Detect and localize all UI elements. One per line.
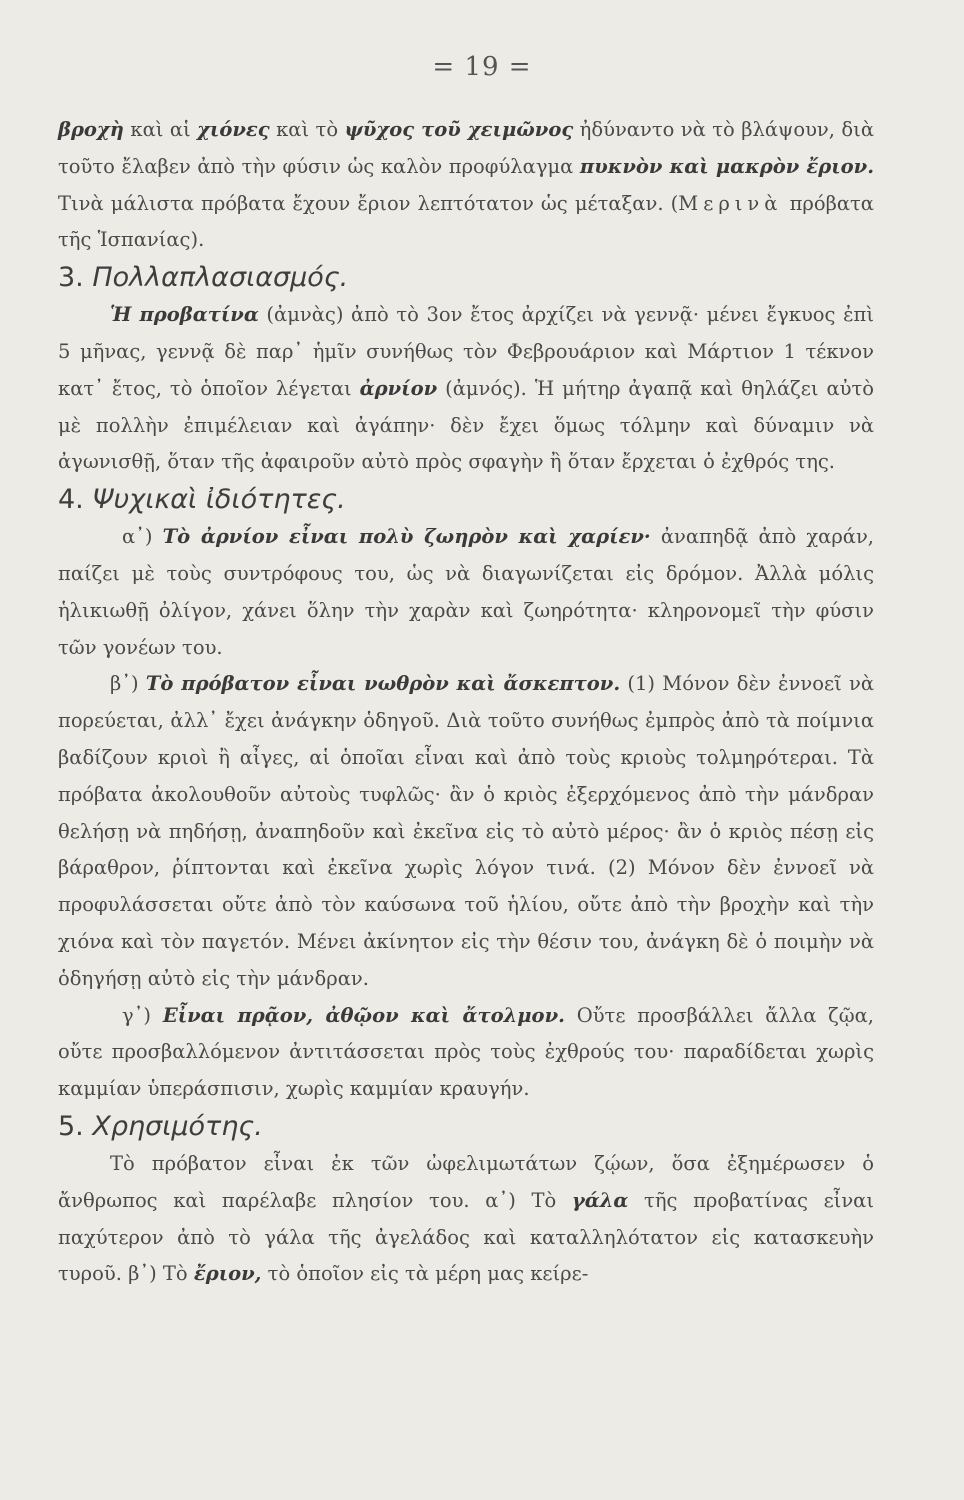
section-3-paragraph: Ἡ προβατίνα (ἀμνὰς) ἀπὸ τὸ 3ον ἔτος ἀρχίζει νὰ γεννᾷ· μένει ἔγκυος ἐπὶ 5 μῆνας, γεννᾷ δὲ παρ᾽ ἡμῖν συνήθως τὸν Φεβρουάριον καὶ Μάρτιον 1 τέκνον κατ᾽ ἔτος, τὸ ὁποῖον λέγεται ἀρνίον (ἀμνός). Ἡ μήτηρ ἀγαπᾷ καὶ θηλάζει αὐτὸ μὲ πολλὴν ἐπιμέλειαν καὶ ἀγάπην· δὲν ἔχει ὅμως τόλμην καὶ δύναμιν νὰ ἀγωνισθῇ, ὅταν τῆς ἀφαιροῦν αὐτὸ πρὸς σφαγὴν ἢ ὅταν ἔρχεται ὁ ἐχθρός της. — [58, 303, 875, 474]
section-4b-paragraph: β᾽) Τὸ πρόβατον εἶναι νωθρὸν καὶ ἄσκεπτον. (1) Μόνον δὲν ἐννοεῖ νὰ πορεύεται, ἀλλ᾽ ἔχει ἀνάγκην ὁδηγοῦ. Διὰ τοῦτο συνήθως ἐμπρὸς ἀπὸ τὰ ποίμνια βαδίζουν κριοὶ ἢ αἶγες, αἱ ὁποῖαι εἶναι καὶ ἀπὸ τοὺς κριοὺς τολμηρότεραι. Τὰ πρόβατα ἀκολουθοῦν αὐτοὺς τυφλῶς· ἂν ὁ κριὸς ἐξερχόμενος ἀπὸ τὴν μάνδραν θελήσῃ νὰ πηδήσῃ, ἀναπηδοῦν καὶ ἐκεῖνα εἰς τὸ αὐτὸ μέρος· ἂν ὁ κριὸς πέσῃ εἰς βάραθρον, ῥίπτονται καὶ ἐκεῖνα χωρὶς λόγον τινά. (2) Μόνον δὲν ἐννοεῖ νὰ προφυλάσσεται οὔτε ἀπὸ τὸν καύσωνα τοῦ ἡλίου, οὔτε ἀπὸ τὴν βροχὴν καὶ τὴν χιόνα καὶ τὸν παγετόν. Μένει ἀκίνητον εἰς τὴν θέσιν του, ἀνάγκη δὲ ὁ ποιμὴν νὰ ὁδηγήσῃ αὐτὸ εἰς τὴν μάνδραν. — [58, 672, 875, 990]
section-3-heading: 3. Πολλαπλασιασμός. — [58, 262, 349, 294]
section-4-heading: 4. Ψυχικαὶ ἰδιότητες. — [58, 484, 346, 516]
section-4c-paragraph: γ᾽) Εἶναι πρᾷον, ἀθῷον καὶ ἄτολμον. Οὔτε προσβάλλει ἄλλα ζῷα, οὔτε προσβαλλόμενον ἀντιτάσσεται πρὸς τοὺς ἐχθρούς του· παραδίδεται χωρὶς καμμίαν ὑπεράσπισιν, χωρὶς καμμίαν κραυγήν. — [58, 1003, 875, 1101]
section-4a-paragraph: α᾽) Τὸ ἀρνίον εἶναι πολὺ ζωηρὸν καὶ χαρίεν· ἀναπηδᾷ ἀπὸ χαράν, παίζει μὲ τοὺς συντρόφους του, ὡς νὰ διαγωνίζεται εἰς δρόμον. Ἀλλὰ μόλις ἡλικιωθῇ ὀλίγον, χάνει ὅλην τὴν χαρὰν καὶ ζωηρότητα· κληρονομεῖ τὴν φύσιν τῶν γονέων του. — [58, 525, 875, 659]
section-5-heading: 5. Χρησιμότης. — [58, 1110, 263, 1142]
page-body — [58, 112, 874, 1293]
section-5-paragraph: Τὸ πρόβατον εἶναι ἐκ τῶν ὠφελιμωτάτων ζῴων, ὅσα ἐξημέρωσεν ὁ ἄνθρωπος καὶ παρέλαβε πλησίον του. α᾽) Τὸ γάλα τῆς προβατίνας εἶναι παχύτερον ἀπὸ τὸ γάλα τῆς ἀγελάδος καὶ καταλληλότατον εἰς κατασκευὴν τυροῦ. β᾽) Τὸ ἔριον, τὸ ὁποῖον εἰς τὰ μέρη μας κείρε- — [58, 1151, 874, 1286]
page-number: = 19 = — [432, 52, 532, 82]
intro-paragraph: βροχὴ καὶ αἱ χιόνες καὶ τὸ ψῦχος τοῦ χειμῶνος ἠδύναντο νὰ τὸ βλάψουν, διὰ τοῦτο ἔλαβεν ἀπὸ τὴν φύσιν ὡς καλὸν προφύλαγμα πυκνὸν καὶ μακρὸν ἔριον. Τινὰ μάλιστα πρόβατα ἔχουν ἔριον λεπτότατον ὡς μέταξαν. (Μερινὰ πρόβατα τῆς Ἱσπανίας). — [58, 118, 874, 252]
